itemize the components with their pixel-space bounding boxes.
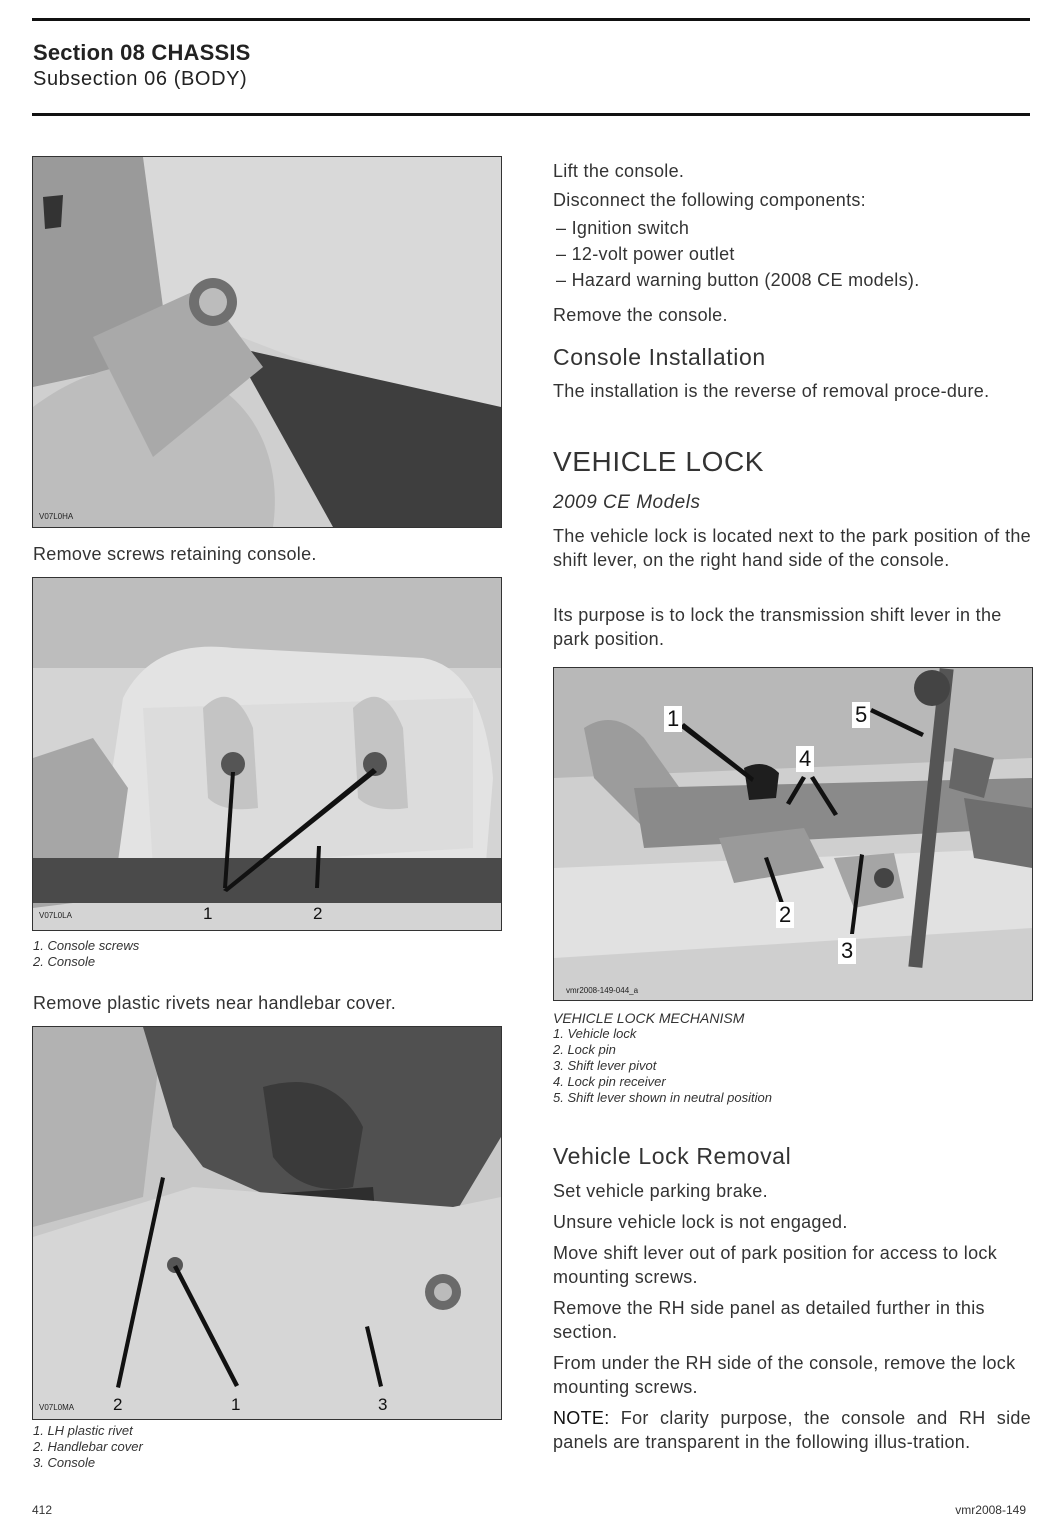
caption-item: 2. Console <box>33 954 96 969</box>
photo-console-screws <box>32 577 502 931</box>
heading-console-installation: Console Installation <box>553 344 766 370</box>
lock-description: The vehicle lock is located next to the park position of the shift lever, on the right hand side of the console. <box>553 526 1031 570</box>
step-lift-console: Lift the console. <box>553 161 685 181</box>
callout-1: 1 <box>231 1395 241 1414</box>
callout-4: 4 <box>796 746 814 772</box>
caption-vehicle-lock <box>553 1010 772 1106</box>
photo-code: vmr2008-149-044_a <box>566 986 639 995</box>
heading-vehicle-lock: VEHICLE LOCK <box>553 446 765 477</box>
removal-step: Unsure vehicle lock is not engaged. <box>553 1212 848 1232</box>
document-code: vmr2008-149 <box>955 1503 1026 1517</box>
photo-vehicle-lock-mechanism <box>553 667 1033 1001</box>
photo-code: V07L0MA <box>39 1403 75 1412</box>
caption-console-screws <box>33 938 139 970</box>
caption-item: 2. Lock pin <box>553 1042 616 1057</box>
removal-step: Remove the RH side panel as detailed further in this section. <box>553 1298 985 1342</box>
photo-console-fastener <box>32 156 502 528</box>
subsection-title: Subsection 06 (BODY) <box>33 68 248 90</box>
list-item: – Hazard warning button (2008 CE models). <box>556 267 920 293</box>
installation-text: The installation is the reverse of removal proce-dure. <box>553 381 990 401</box>
caption-plastic-rivets <box>33 1423 143 1471</box>
step-remove-console: Remove the console. <box>553 305 728 325</box>
callout-1: 1 <box>203 904 213 923</box>
section-title: Section 08 CHASSIS <box>33 40 251 65</box>
caption-title: VEHICLE LOCK MECHANISM <box>553 1010 745 1026</box>
step-disconnect: Disconnect the following components: <box>553 190 866 210</box>
caption-item: 3. Shift lever pivot <box>553 1058 657 1073</box>
list-item: – Ignition switch <box>556 215 920 241</box>
caption-item: 4. Lock pin receiver <box>553 1074 666 1089</box>
instruction-remove-screws: Remove screws retaining console. <box>33 544 317 564</box>
page-number: 412 <box>32 1503 53 1517</box>
callout-3: 3 <box>838 938 856 964</box>
photo-code: V07L0LA <box>39 911 72 920</box>
instruction-remove-rivets: Remove plastic rivets near handlebar cover. <box>33 993 397 1013</box>
note-text: For clarity purpose, the console and RH side panels are transparent in the following illus-tration. <box>553 1408 1031 1452</box>
top-rule <box>32 18 1030 21</box>
photo-code: V07L0HA <box>39 512 74 521</box>
caption-item: 5. Shift lever shown in neutral position <box>553 1090 772 1105</box>
note-label: NOTE: <box>553 1408 610 1428</box>
removal-step: Set vehicle parking brake. <box>553 1181 768 1201</box>
removal-step: Move shift lever out of park position for access to lock mounting screws. <box>553 1243 997 1287</box>
callout-2: 2 <box>113 1395 123 1414</box>
callout-5: 5 <box>852 702 870 728</box>
caption-item: 1. LH plastic rivet <box>33 1423 133 1438</box>
caption-item: 1. Console screws <box>33 938 140 953</box>
caption-item: 1. Vehicle lock <box>553 1026 637 1041</box>
callout-1: 1 <box>664 706 682 732</box>
callout-3: 3 <box>378 1395 388 1414</box>
components-list <box>556 215 920 293</box>
note-paragraph <box>553 1406 1031 1454</box>
caption-item: 3. Console <box>33 1455 96 1470</box>
callout-2: 2 <box>776 902 794 928</box>
list-item: – 12-volt power outlet <box>556 241 920 267</box>
caption-item: 2. Handlebar cover <box>33 1439 143 1454</box>
heading-models: 2009 CE Models <box>553 492 701 513</box>
lock-purpose: Its purpose is to lock the transmission shift lever in the park position. <box>553 605 1002 649</box>
heading-vehicle-lock-removal: Vehicle Lock Removal <box>553 1143 792 1169</box>
removal-step: From under the RH side of the console, remove the lock mounting screws. <box>553 1353 1016 1397</box>
callout-2: 2 <box>313 904 323 923</box>
photo-plastic-rivets <box>32 1026 502 1420</box>
header-rule <box>32 113 1030 116</box>
